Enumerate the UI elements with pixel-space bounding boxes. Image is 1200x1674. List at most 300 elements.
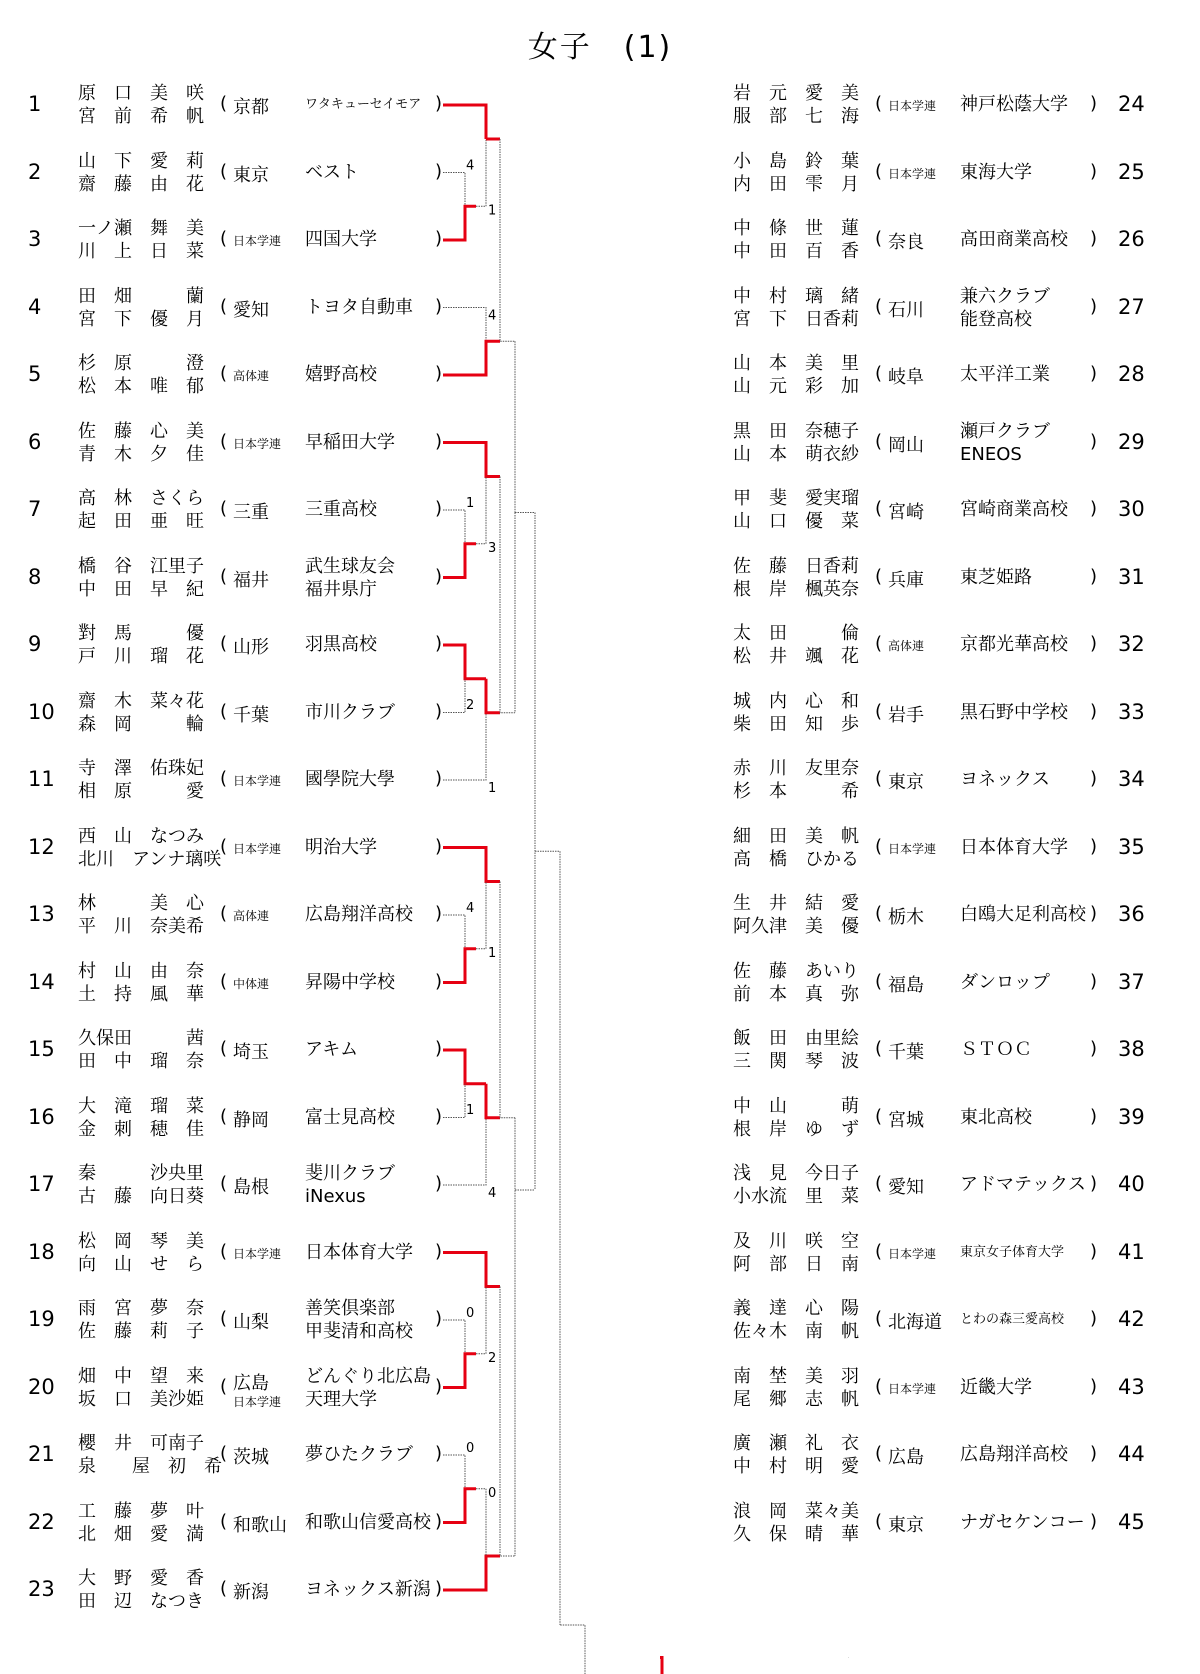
team-name-2: 能登高校 xyxy=(960,308,1032,330)
player-name-1: 生 井 結 愛 xyxy=(733,893,859,914)
entry-number: 12 xyxy=(28,834,55,859)
open-paren: ( xyxy=(875,295,883,317)
prefecture-label: 兵庫 xyxy=(888,569,924,591)
player-name-1: 甲 斐 愛実瑠 xyxy=(733,488,859,509)
prefecture-label: 日本学連 xyxy=(233,1246,282,1261)
open-paren: ( xyxy=(220,363,228,384)
team-name-1: ナガセケンコー xyxy=(960,1511,1085,1533)
player-name-1: 田 畑 蘭 xyxy=(78,285,204,307)
player-name-1: 畑 中 望 来 xyxy=(78,1365,204,1387)
entry-number: 2 xyxy=(28,159,42,184)
player-name-1: 久保田 茜 xyxy=(78,1028,204,1049)
player-name-2: 松 本 唯 郁 xyxy=(78,376,204,397)
prefecture-label: 日本学連 xyxy=(888,1381,937,1396)
team-name-2: 甲斐清和高校 xyxy=(305,1321,413,1342)
player-name-1: 松 岡 琴 美 xyxy=(78,1230,204,1252)
bracket-line-17 xyxy=(500,882,515,1118)
team-name-1: ヨネックス新潟 xyxy=(305,1579,431,1600)
close-paren: ) xyxy=(435,1443,443,1464)
team-name-1: 東北高校 xyxy=(960,1106,1032,1128)
winner-line xyxy=(443,443,500,477)
entry-number: 36 xyxy=(1118,902,1145,926)
entry-number: 23 xyxy=(28,1577,55,1601)
match-score: 1 xyxy=(488,945,497,961)
close-paren: ) xyxy=(435,970,443,992)
player-name-1: 及 川 咲 空 xyxy=(733,1230,859,1252)
page-title: 女子 (1) xyxy=(527,30,673,65)
team-name-1: 羽黒高校 xyxy=(305,634,377,655)
player-name-1: 浪 岡 菜々美 xyxy=(733,1500,859,1522)
player-name-2: 森 岡 輪 xyxy=(78,713,204,735)
prefecture-label: 宮城 xyxy=(888,1109,924,1131)
prefecture-label: 奈良 xyxy=(888,232,924,253)
bracket-line-14 xyxy=(476,882,486,949)
open-paren: ( xyxy=(875,1443,883,1464)
player-name-2: 中 田 百 香 xyxy=(733,241,859,262)
player-name-2: 齋 藤 由 花 xyxy=(78,173,204,195)
winner-line xyxy=(443,949,476,983)
player-name-1: 工 藤 夢 叶 xyxy=(78,1500,204,1522)
entry-number: 29 xyxy=(1118,429,1145,454)
close-paren: ) xyxy=(1090,1308,1098,1329)
entry-number: 16 xyxy=(28,1104,55,1129)
prefecture-label: 東京 xyxy=(888,772,924,793)
player-name-1: 原 口 美 咲 xyxy=(78,83,204,104)
close-paren: ) xyxy=(435,835,443,857)
entry-number: 45 xyxy=(1118,1509,1145,1534)
close-paren: ) xyxy=(1090,768,1098,789)
player-name-1: 寺 澤 佑珠妃 xyxy=(78,758,204,779)
close-paren: ) xyxy=(1090,363,1098,384)
player-name-1: 山 本 美 里 xyxy=(733,353,859,374)
entry-number: 43 xyxy=(1118,1374,1145,1399)
player-name-1: 細 田 美 帆 xyxy=(733,825,859,847)
player-name-2: 三 関 琴 波 xyxy=(733,1051,859,1072)
player-name-1: 高 林 さくら xyxy=(78,488,204,509)
close-paren: ) xyxy=(1090,1240,1098,1262)
close-paren: ) xyxy=(435,498,443,519)
open-paren: ( xyxy=(875,93,883,114)
prefecture-label: 栃木 xyxy=(888,907,924,928)
player-name-1: 齋 木 菜々花 xyxy=(78,690,204,712)
close-paren: ) xyxy=(435,295,443,317)
entry-number: 35 xyxy=(1118,834,1145,859)
player-name-2: 佐 藤 莉 子 xyxy=(78,1321,204,1342)
team-name-1: ＳＴＯＣ xyxy=(960,1039,1032,1060)
open-paren: ( xyxy=(875,1240,883,1262)
player-name-2: 北 畑 愛 満 xyxy=(78,1523,204,1545)
player-name-2: 泉 屋 初 希 xyxy=(78,1456,222,1477)
team-name-1: 東芝姫路 xyxy=(960,566,1032,588)
prefecture-label: 千葉 xyxy=(233,704,269,726)
player-name-1: 黒 田 奈穂子 xyxy=(733,420,859,442)
open-paren: ( xyxy=(220,498,228,519)
player-name-2: 金 刺 穂 佳 xyxy=(78,1118,204,1140)
bracket-line-10 xyxy=(500,477,515,713)
prefecture-label: 島根 xyxy=(233,1177,269,1198)
entry-number: 17 xyxy=(28,1172,55,1196)
team-name-1: 京都光華高校 xyxy=(960,634,1068,655)
match-score: 3 xyxy=(488,540,497,556)
entry-number: 32 xyxy=(1118,632,1145,656)
team-name-1: 嬉野高校 xyxy=(305,364,377,385)
prefecture-label: 茨城 xyxy=(233,1447,269,1468)
prefecture-label: 日本学連 xyxy=(888,166,937,181)
player-name-1: 大 滝 瑠 菜 xyxy=(78,1095,204,1117)
prefecture-label: 日本学連 xyxy=(233,774,282,788)
open-paren: ( xyxy=(875,1038,883,1059)
team-name-1: 明治大学 xyxy=(305,836,377,858)
player-name-2: 田 辺 なつき xyxy=(78,1591,204,1612)
team-name-1: とわの森三愛高校 xyxy=(960,1312,1065,1327)
player-name-1: 佐 藤 日香莉 xyxy=(733,555,859,577)
close-paren: ) xyxy=(435,1173,443,1194)
winner-line xyxy=(443,206,476,240)
player-name-1: 佐 藤 心 美 xyxy=(78,420,204,442)
entry-number: 5 xyxy=(28,362,42,386)
player-name-1: 櫻 井 可南子 xyxy=(78,1433,204,1454)
team-name-1: 東京女子体育大学 xyxy=(960,1244,1065,1260)
entry-number: 26 xyxy=(1118,227,1145,251)
team-name-1: ベスト xyxy=(305,161,359,183)
entry-number: 6 xyxy=(28,429,42,454)
team-name-1: 日本体育大学 xyxy=(305,1241,413,1263)
close-paren: ) xyxy=(435,1510,443,1532)
open-paren: ( xyxy=(220,228,228,249)
open-paren: ( xyxy=(220,1240,228,1262)
bracket-line-8 xyxy=(443,679,465,713)
player-name-1: 中 村 璃 緒 xyxy=(733,285,859,307)
prefecture-label: 中体連 xyxy=(233,976,270,991)
player-name-2: 松 井 颯 花 xyxy=(733,646,859,667)
entry-number: 8 xyxy=(28,564,42,589)
open-paren: ( xyxy=(220,633,228,654)
prefecture-label: 福井 xyxy=(233,569,269,591)
player-name-1: 小 島 鈴 葉 xyxy=(733,150,859,172)
match-score: 4 xyxy=(488,1186,497,1201)
player-name-2: 山 元 彩 加 xyxy=(733,376,859,397)
player-name-2: 川 上 日 菜 xyxy=(78,241,204,262)
player-name-1: 岩 元 愛 美 xyxy=(733,83,859,104)
close-paren: ) xyxy=(1090,295,1098,317)
open-paren: ( xyxy=(875,498,883,519)
entry-number: 14 xyxy=(28,969,55,994)
team-name-1: 神戸松蔭大学 xyxy=(960,94,1068,115)
entry-number: 18 xyxy=(28,1239,55,1264)
player-name-1: 佐 藤 あいり xyxy=(733,960,859,982)
player-name-2: 阿 部 日 南 xyxy=(733,1253,859,1275)
open-paren: ( xyxy=(220,1173,228,1194)
open-paren: ( xyxy=(875,160,883,182)
team-name-1: 広島翔洋高校 xyxy=(960,1444,1068,1465)
prefecture-label: 日本学連 xyxy=(888,99,937,113)
player-name-2: 中 田 早 紀 xyxy=(78,578,204,600)
player-name-2: 宮 下 日香莉 xyxy=(733,308,859,330)
player-name-2: 土 持 風 華 xyxy=(78,983,204,1005)
open-paren: ( xyxy=(220,160,228,182)
team-name-1: 斐川クラブ xyxy=(305,1163,395,1184)
team-name-2: ENEOS xyxy=(960,443,1022,465)
open-paren: ( xyxy=(220,430,228,452)
open-paren: ( xyxy=(875,700,883,722)
close-paren: ) xyxy=(435,1308,443,1329)
open-paren: ( xyxy=(220,835,228,857)
bracket-line-18 xyxy=(443,1320,465,1354)
close-paren: ) xyxy=(1090,498,1098,519)
player-name-2: 久 保 晴 華 xyxy=(733,1523,859,1545)
team-name-1: トヨタ自動車 xyxy=(305,296,413,318)
winner-line xyxy=(443,1253,500,1287)
close-paren: ) xyxy=(1090,160,1098,182)
close-paren: ) xyxy=(435,1375,443,1397)
winner-line xyxy=(443,1050,486,1084)
bracket-line-3 xyxy=(443,308,486,342)
entry-number: 41 xyxy=(1118,1239,1145,1264)
team-name-1: 國學院大學 xyxy=(305,769,395,790)
prefecture-label: 埼玉 xyxy=(233,1042,269,1063)
prefecture-label: 日本学連 xyxy=(233,234,282,248)
player-name-1: 南 埜 美 羽 xyxy=(733,1365,859,1387)
close-paren: ) xyxy=(435,1105,443,1127)
team-name-1: 和歌山信愛高校 xyxy=(305,1511,431,1533)
prefecture-label: 東京 xyxy=(233,164,269,186)
prefecture-label: 広島 xyxy=(888,1447,924,1468)
match-score: 1 xyxy=(466,1102,475,1118)
team-name-1: 市川クラブ xyxy=(305,701,395,723)
bracket-line-20 xyxy=(443,1455,465,1489)
entry-number: 27 xyxy=(1118,294,1145,319)
close-paren: ) xyxy=(1090,835,1098,857)
prefecture-label: 岡山 xyxy=(888,434,924,456)
team-name-1: 黒石野中学校 xyxy=(960,701,1068,723)
open-paren: ( xyxy=(220,1105,228,1127)
player-name-1: 山 下 愛 莉 xyxy=(78,150,204,172)
close-paren: ) xyxy=(435,93,443,114)
open-paren: ( xyxy=(875,1375,883,1397)
player-name-2: 山 本 萌衣紗 xyxy=(733,443,859,465)
entry-number: 4 xyxy=(28,294,42,319)
match-score: 1 xyxy=(466,496,475,511)
prefecture-label: 静岡 xyxy=(233,1109,269,1131)
player-name-2: 佐々木 南 帆 xyxy=(733,1321,859,1342)
player-name-2: 根 岸 ゆ ず xyxy=(733,1118,859,1140)
entry-number: 25 xyxy=(1118,159,1145,184)
prefecture-label: 愛知 xyxy=(233,299,269,321)
winner-line xyxy=(443,848,500,882)
prefecture-label: 日本学連 xyxy=(888,841,937,856)
prefecture-label: 高体連 xyxy=(888,639,925,653)
team-name-1: 夢ひたクラブ xyxy=(305,1444,413,1465)
team-name-1: 近畿大学 xyxy=(960,1376,1032,1398)
match-score: 0 xyxy=(466,1441,475,1456)
close-paren: ) xyxy=(435,700,443,722)
prefecture-label: 愛知 xyxy=(888,1177,924,1198)
prefecture-label: 三重 xyxy=(233,502,269,523)
close-paren: ) xyxy=(435,768,443,789)
match-score: 0 xyxy=(466,1306,475,1321)
player-name-2: 古 藤 向日葵 xyxy=(78,1186,204,1207)
match-score: 4 xyxy=(466,158,475,174)
open-paren: ( xyxy=(220,1510,228,1532)
close-paren: ) xyxy=(435,430,443,452)
prefecture-label-2: 日本学連 xyxy=(233,1394,282,1409)
team-name-1: ヨネックス xyxy=(960,769,1050,790)
open-paren: ( xyxy=(875,1510,883,1532)
player-name-2: 小水流 里 菜 xyxy=(733,1186,859,1207)
bracket-line-6 xyxy=(443,510,465,544)
prefecture-label: 石川 xyxy=(888,299,924,321)
entry-number: 34 xyxy=(1118,767,1145,791)
close-paren: ) xyxy=(1090,1443,1098,1464)
bracket-line-7 xyxy=(476,477,486,544)
team-name-2: iNexus xyxy=(305,1186,366,1207)
winner-line xyxy=(645,1658,662,1674)
prefecture-label: 京都 xyxy=(233,97,269,118)
team-name-1: 白鴎大足利高校 xyxy=(960,904,1086,925)
winner-line xyxy=(443,105,486,139)
player-name-1: 西 山 なつみ xyxy=(78,825,204,847)
player-name-2: 杉 本 希 xyxy=(733,781,859,802)
player-name-1: 飯 田 由里絵 xyxy=(733,1028,859,1049)
winner-line xyxy=(443,1354,476,1388)
player-name-1: 太 田 倫 xyxy=(733,623,859,644)
open-paren: ( xyxy=(875,970,883,992)
entry-number: 1 xyxy=(28,92,42,116)
close-paren: ) xyxy=(435,228,443,249)
team-name-1: 武生球友会 xyxy=(305,555,395,577)
bracket-line-2 xyxy=(476,139,486,206)
winner-line xyxy=(443,645,486,679)
player-name-2: 前 本 真 弥 xyxy=(733,983,859,1005)
close-paren: ) xyxy=(1090,903,1098,924)
team-name-1: 早稲田大学 xyxy=(305,431,395,453)
close-paren: ) xyxy=(1090,1173,1098,1194)
team-name-1: アドマテックス xyxy=(960,1174,1086,1195)
team-name-1: 富士見高校 xyxy=(305,1106,395,1128)
team-name-2: 福井県庁 xyxy=(305,578,377,600)
player-name-2: 阿久津 美 優 xyxy=(733,916,859,937)
winner-line xyxy=(443,1489,476,1523)
open-paren: ( xyxy=(220,903,228,924)
entry-number: 10 xyxy=(28,699,55,724)
open-paren: ( xyxy=(875,363,883,384)
open-paren: ( xyxy=(875,1308,883,1329)
open-paren: ( xyxy=(875,1173,883,1194)
prefecture-label: 千葉 xyxy=(888,1042,924,1063)
open-paren: ( xyxy=(220,768,228,789)
player-name-2: 山 口 優 菜 xyxy=(733,511,859,532)
entry-number: 22 xyxy=(28,1509,55,1534)
bracket-line-19 xyxy=(476,1287,486,1354)
team-name-1: 瀬戸クラブ xyxy=(960,420,1050,442)
player-name-2: 宮 前 希 帆 xyxy=(78,106,204,127)
close-paren: ) xyxy=(1090,1510,1098,1532)
player-name-1: 對 馬 優 xyxy=(78,623,204,644)
player-name-1: 大 野 愛 香 xyxy=(78,1568,204,1589)
entry-number: 31 xyxy=(1118,564,1145,589)
entry-number: 15 xyxy=(28,1037,55,1061)
bracket-line-48 xyxy=(560,1625,585,1674)
player-name-1: 雨 宮 夢 奈 xyxy=(78,1298,204,1319)
open-paren: ( xyxy=(220,295,228,317)
match-score: 4 xyxy=(488,308,497,324)
player-name-1: 橋 谷 江里子 xyxy=(78,555,204,577)
prefecture-label: 山形 xyxy=(233,637,269,658)
team-name-2: 天理大学 xyxy=(305,1388,377,1410)
bracket-line-22 xyxy=(500,1287,515,1557)
open-paren: ( xyxy=(220,1578,228,1599)
bracket-line-4 xyxy=(500,139,515,341)
winner-line xyxy=(443,544,476,578)
player-name-2: 相 原 愛 xyxy=(78,781,204,802)
entry-number: 44 xyxy=(1118,1442,1145,1466)
player-name-2: 中 村 明 愛 xyxy=(733,1456,859,1477)
team-name-1: 善笑倶楽部 xyxy=(305,1298,395,1319)
open-paren: ( xyxy=(875,565,883,587)
bracket-line-21 xyxy=(476,1489,486,1556)
prefecture-label: 宮崎 xyxy=(888,502,924,523)
winner-line xyxy=(443,1556,500,1590)
prefecture-label: 福島 xyxy=(888,974,924,996)
close-paren: ) xyxy=(1090,228,1098,249)
player-name-1: 林 美 心 xyxy=(78,893,204,914)
open-paren: ( xyxy=(220,565,228,587)
player-name-2: 宮 下 優 月 xyxy=(78,308,204,330)
match-score: 4 xyxy=(466,901,475,916)
match-score: 2 xyxy=(466,697,475,713)
open-paren: ( xyxy=(875,1105,883,1127)
player-name-2: 服 部 七 海 xyxy=(733,106,859,127)
open-paren: ( xyxy=(220,93,228,114)
team-name-1: 宮崎商業高校 xyxy=(960,499,1068,520)
team-name-1: ワタキューセイモア xyxy=(305,97,422,112)
team-name-1: アキム xyxy=(305,1039,359,1060)
open-paren: ( xyxy=(220,1375,228,1397)
player-name-2: 尾 郷 志 帆 xyxy=(733,1388,859,1410)
prefecture-label: 広島 xyxy=(233,1372,269,1394)
bracket-line-13 xyxy=(443,915,465,949)
winner-line xyxy=(486,679,500,713)
entry-number: 37 xyxy=(1118,969,1145,994)
close-paren: ) xyxy=(435,160,443,182)
player-name-2: 柴 田 知 歩 xyxy=(733,713,859,735)
close-paren: ) xyxy=(1090,1375,1098,1397)
team-name-1: 四国大学 xyxy=(305,229,377,250)
close-paren: ) xyxy=(1090,1105,1098,1127)
close-paren: ) xyxy=(435,1578,443,1599)
entry-number: 7 xyxy=(28,497,42,521)
player-name-1: 一ノ瀬 舞 美 xyxy=(78,218,204,239)
player-name-1: 浅 見 今日子 xyxy=(733,1163,859,1184)
prefecture-label: 日本学連 xyxy=(888,1246,937,1261)
entry-number: 40 xyxy=(1118,1172,1145,1196)
open-paren: ( xyxy=(220,1308,228,1329)
entry-number: 30 xyxy=(1118,497,1145,521)
player-name-2: 高 橋 ひかる xyxy=(733,848,859,870)
team-name-1: ダンロップ xyxy=(960,971,1050,993)
winner-line xyxy=(486,1084,500,1118)
team-name-1: 高田商業高校 xyxy=(960,229,1068,250)
entry-number: 38 xyxy=(1118,1037,1145,1061)
open-paren: ( xyxy=(220,970,228,992)
prefecture-label: 高体連 xyxy=(233,909,270,923)
player-name-1: 義 達 心 陽 xyxy=(733,1298,859,1319)
close-paren: ) xyxy=(435,633,443,654)
prefecture-label: 山梨 xyxy=(233,1312,269,1333)
open-paren: ( xyxy=(875,430,883,452)
team-name-1: 東海大学 xyxy=(960,161,1032,183)
player-name-1: 城 内 心 和 xyxy=(733,690,859,712)
